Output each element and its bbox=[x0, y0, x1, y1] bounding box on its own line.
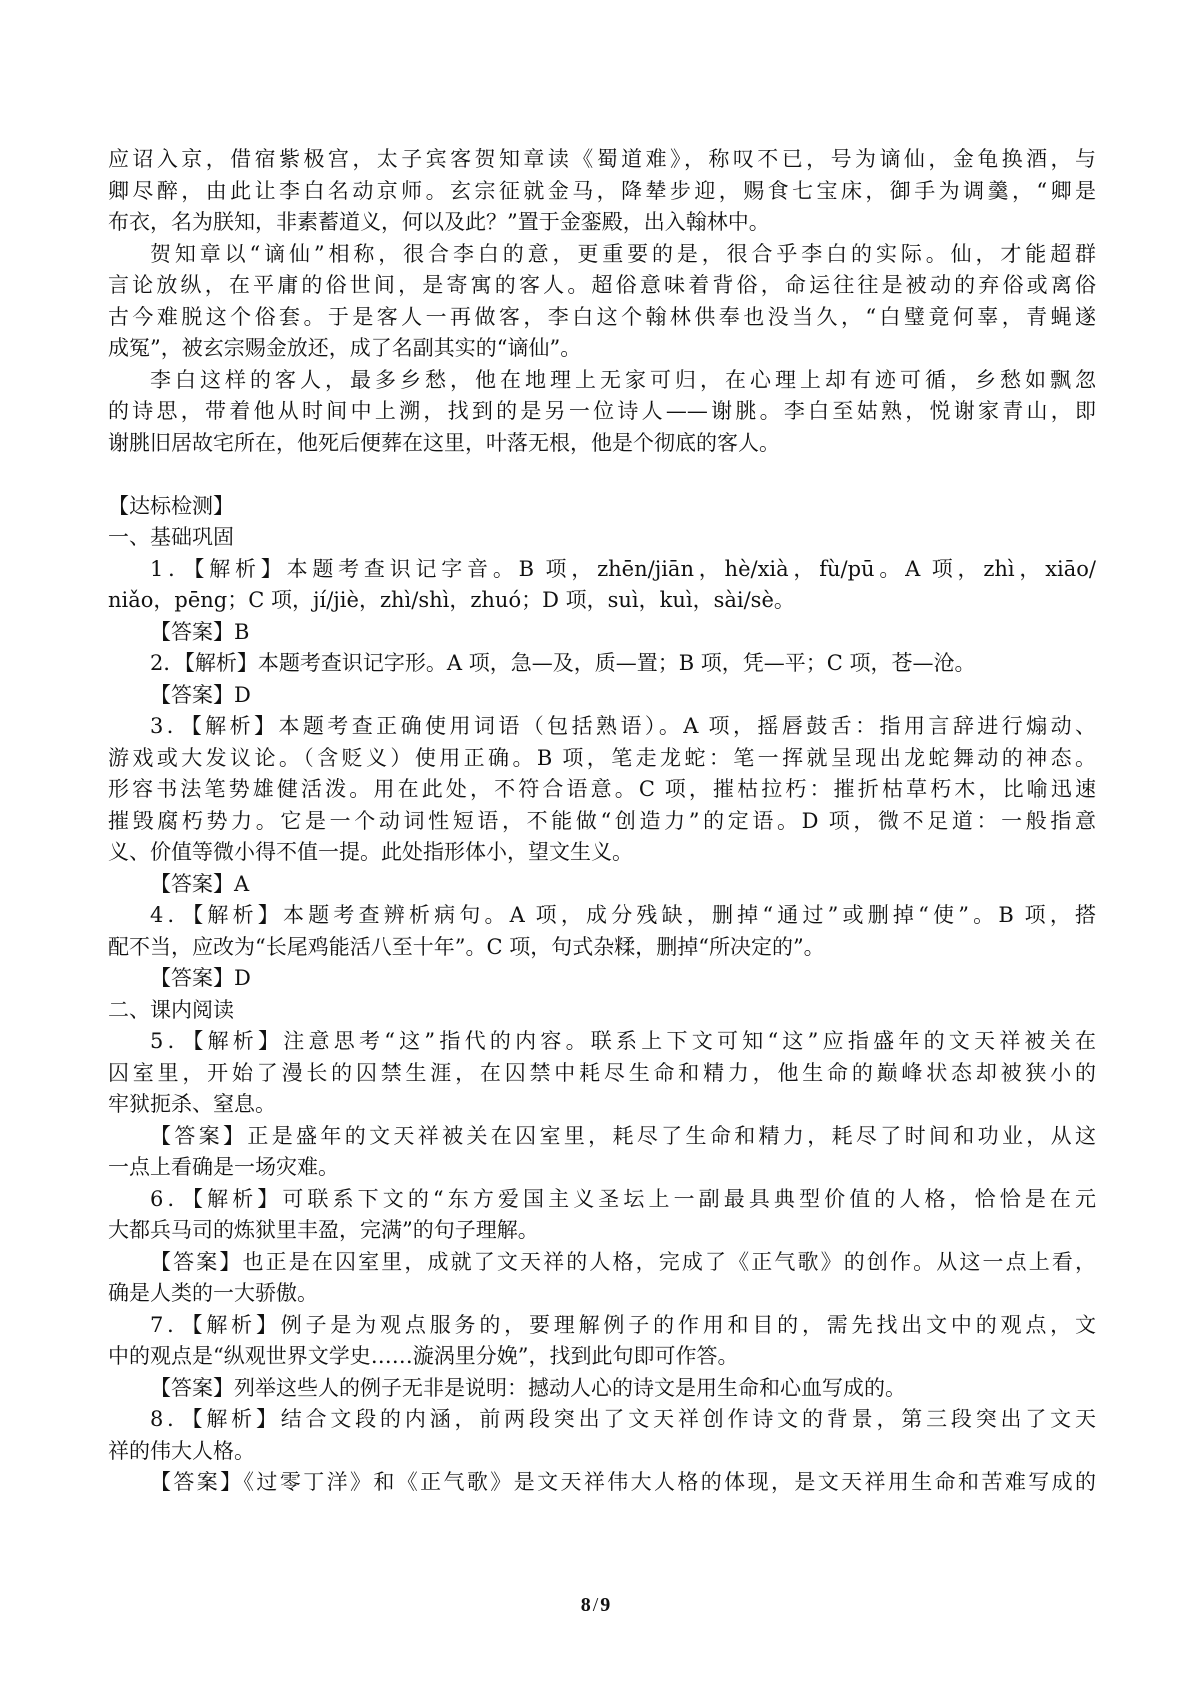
essay-paragraph-2 bbox=[108, 239, 1096, 365]
text-line: 谢朓旧居故宅所在，他死后便葬在这里，叶落无根，他是个彻底的客人。 bbox=[108, 430, 780, 455]
essay-paragraph-1 bbox=[108, 144, 1096, 239]
question-6 bbox=[108, 1184, 1096, 1310]
analysis-line: 祥的伟大人格。 bbox=[108, 1438, 255, 1463]
page-content bbox=[108, 144, 1096, 1499]
answer-line: 【答案】正是盛年的文天祥被关在囚室里，耗尽了生命和精力，耗尽了时间和功业，从这 bbox=[150, 1123, 1096, 1148]
text-line: 卿尽醉，由此让李白名动京师。玄宗征就金马，降辇步迎，赐食七宝床，御手为调羹，“卿是 bbox=[108, 178, 1096, 203]
answer-line: 【答案】D bbox=[150, 682, 251, 707]
question-5 bbox=[108, 1026, 1096, 1184]
analysis-line: 1．【解析】本题考查识记字音。B 项，zhēn/jiān，hè/xià，fù/pū。A 项，zhì，xiāo/ bbox=[150, 556, 1096, 581]
question-4 bbox=[108, 900, 1096, 995]
analysis-line: 牢狱扼杀、窒息。 bbox=[108, 1092, 276, 1116]
page-separator: / bbox=[592, 1594, 599, 1616]
analysis-line: 7．【解析】例子是为观点服务的，要理解例子的作用和目的，需先找出文中的观点，文 bbox=[150, 1312, 1096, 1337]
answer-line: 【答案】也正是在囚室里，成就了文天祥的人格，完成了《正气歌》的创作。从这一点上看， bbox=[150, 1249, 1096, 1274]
question-8 bbox=[108, 1404, 1096, 1499]
analysis-line: 形容书法笔势雄健活泼。用在此处，不符合语意。C 项，摧枯拉朽：摧折枯草朽木，比喻迅速 bbox=[108, 777, 1096, 801]
analysis-line: niǎo，pēng；C 项，jí/jiè，zhì/shì，zhuó；D 项，suì，kuì，sài/sè。 bbox=[108, 588, 795, 612]
analysis-line: 2．【解析】本题考查识记字形。A 项，急—及，质—置；B 项，凭—平；C 项，苍—沧。 bbox=[150, 651, 976, 675]
analysis-line: 囚室里，开始了漫长的囚禁生涯，在囚禁中耗尽生命和精力，他生命的巅峰状态却被狭小的 bbox=[108, 1060, 1096, 1085]
text-line: 成冤”，被玄宗赐金放还，成了名副其实的“谪仙”。 bbox=[108, 336, 582, 360]
text-line: 古今难脱这个俗套。于是客人一再做客，李白这个翰林供奉也没当久，“白璧竟何辜，青蝇遂 bbox=[108, 304, 1096, 329]
analysis-line: 3．【解析】本题考查正确使用词语（包括熟语）。A 项，摇唇鼓舌：指用言辞进行煽动、 bbox=[150, 714, 1096, 738]
text-line: 贺知章以“谪仙”相称，很合李白的意，更重要的是，很合乎李白的实际。仙，才能超群 bbox=[150, 241, 1096, 266]
essay-paragraph-3 bbox=[108, 365, 1096, 460]
subsection-heading: 一、基础巩固 bbox=[108, 525, 234, 549]
text-line: 布衣，名为朕知，非素蓄道义，何以及此？”置于金銮殿，出入翰林中。 bbox=[108, 210, 770, 234]
text-line: 的诗思，带着他从时间中上溯，找到的是另一位诗人——谢朓。李白至姑熟，悦谢家青山，即 bbox=[108, 399, 1096, 423]
analysis-line: 摧毁腐朽势力。它是一个动词性短语，不能做“创造力”的定语。D 项，微不足道：一般指意 bbox=[108, 808, 1096, 833]
analysis-line: 6．【解析】可联系下文的“东方爱国主义圣坛上一副最具典型价值的人格，恰恰是在元 bbox=[150, 1186, 1096, 1211]
analysis-line: 游戏或大发议论。（含贬义）使用正确。B 项，笔走龙蛇：笔一挥就呈现出龙蛇舞动的神态。 bbox=[108, 745, 1096, 770]
total-pages: 9 bbox=[600, 1594, 611, 1616]
question-1 bbox=[108, 554, 1096, 649]
text-line: 李白这样的客人，最多乡愁，他在地理上无家可归，在心理上却有迹可循，乡愁如飘忽 bbox=[150, 367, 1096, 392]
answer-line: 确是人类的一大骄傲。 bbox=[108, 1281, 318, 1305]
question-2 bbox=[108, 648, 1096, 711]
answer-line: 【答案】D bbox=[150, 966, 251, 990]
section-heading: 【达标检测】 bbox=[108, 493, 234, 518]
analysis-line: 义、价值等微小得不值一提。此处指形体小，望文生义。 bbox=[108, 840, 633, 864]
analysis-line: 5．【解析】注意思考“这”指代的内容。联系上下文可知“这”应指盛年的文天祥被关在 bbox=[150, 1029, 1096, 1053]
question-3 bbox=[108, 711, 1096, 900]
question-7 bbox=[108, 1310, 1096, 1405]
answer-line: 【答案】列举这些人的例子无非是说明：撼动人心的诗文是用生命和心血写成的。 bbox=[150, 1375, 906, 1400]
answer-line: 一点上看确是一场灾难。 bbox=[108, 1155, 339, 1179]
analysis-line: 8．【解析】结合文段的内涵，前两段突出了文天祥创作诗文的背景，第三段突出了文天 bbox=[150, 1407, 1096, 1431]
page-number bbox=[0, 1594, 1191, 1617]
analysis-line: 大都兵马司的炼狱里丰盈，完满”的句子理解。 bbox=[108, 1218, 539, 1242]
spacer bbox=[108, 459, 1096, 491]
text-line: 应诏入京，借宿紫极宫，太子宾客贺知章读《蜀道难》，称叹不已，号为谪仙，金龟换酒，与 bbox=[108, 147, 1096, 171]
subsection-heading: 二、课内阅读 bbox=[108, 997, 234, 1022]
text-line: 言论放纵，在平庸的俗世间，是寄寓的客人。超俗意味着背俗，命运往往是被动的弃俗或离俗 bbox=[108, 273, 1096, 297]
analysis-line: 4．【解析】本题考查辨析病句。A 项，成分残缺，删掉“通过”或删掉“使”。B 项，搭 bbox=[150, 903, 1096, 927]
analysis-line: 配不当，应改为“长尾鸡能活八至十年”。C 项，句式杂糅，删掉“所决定的”。 bbox=[108, 934, 825, 959]
answer-line: 【答案】《过零丁洋》和《正气歌》是文天祥伟大人格的体现，是文天祥用生命和苦难写成的 bbox=[150, 1470, 1096, 1494]
analysis-line: 中的观点是“纵观世界文学史……漩涡里分娩”，找到此句即可作答。 bbox=[108, 1344, 739, 1368]
answer-line: 【答案】B bbox=[150, 619, 250, 644]
current-page: 8 bbox=[580, 1594, 591, 1616]
answer-line: 【答案】A bbox=[150, 871, 250, 896]
